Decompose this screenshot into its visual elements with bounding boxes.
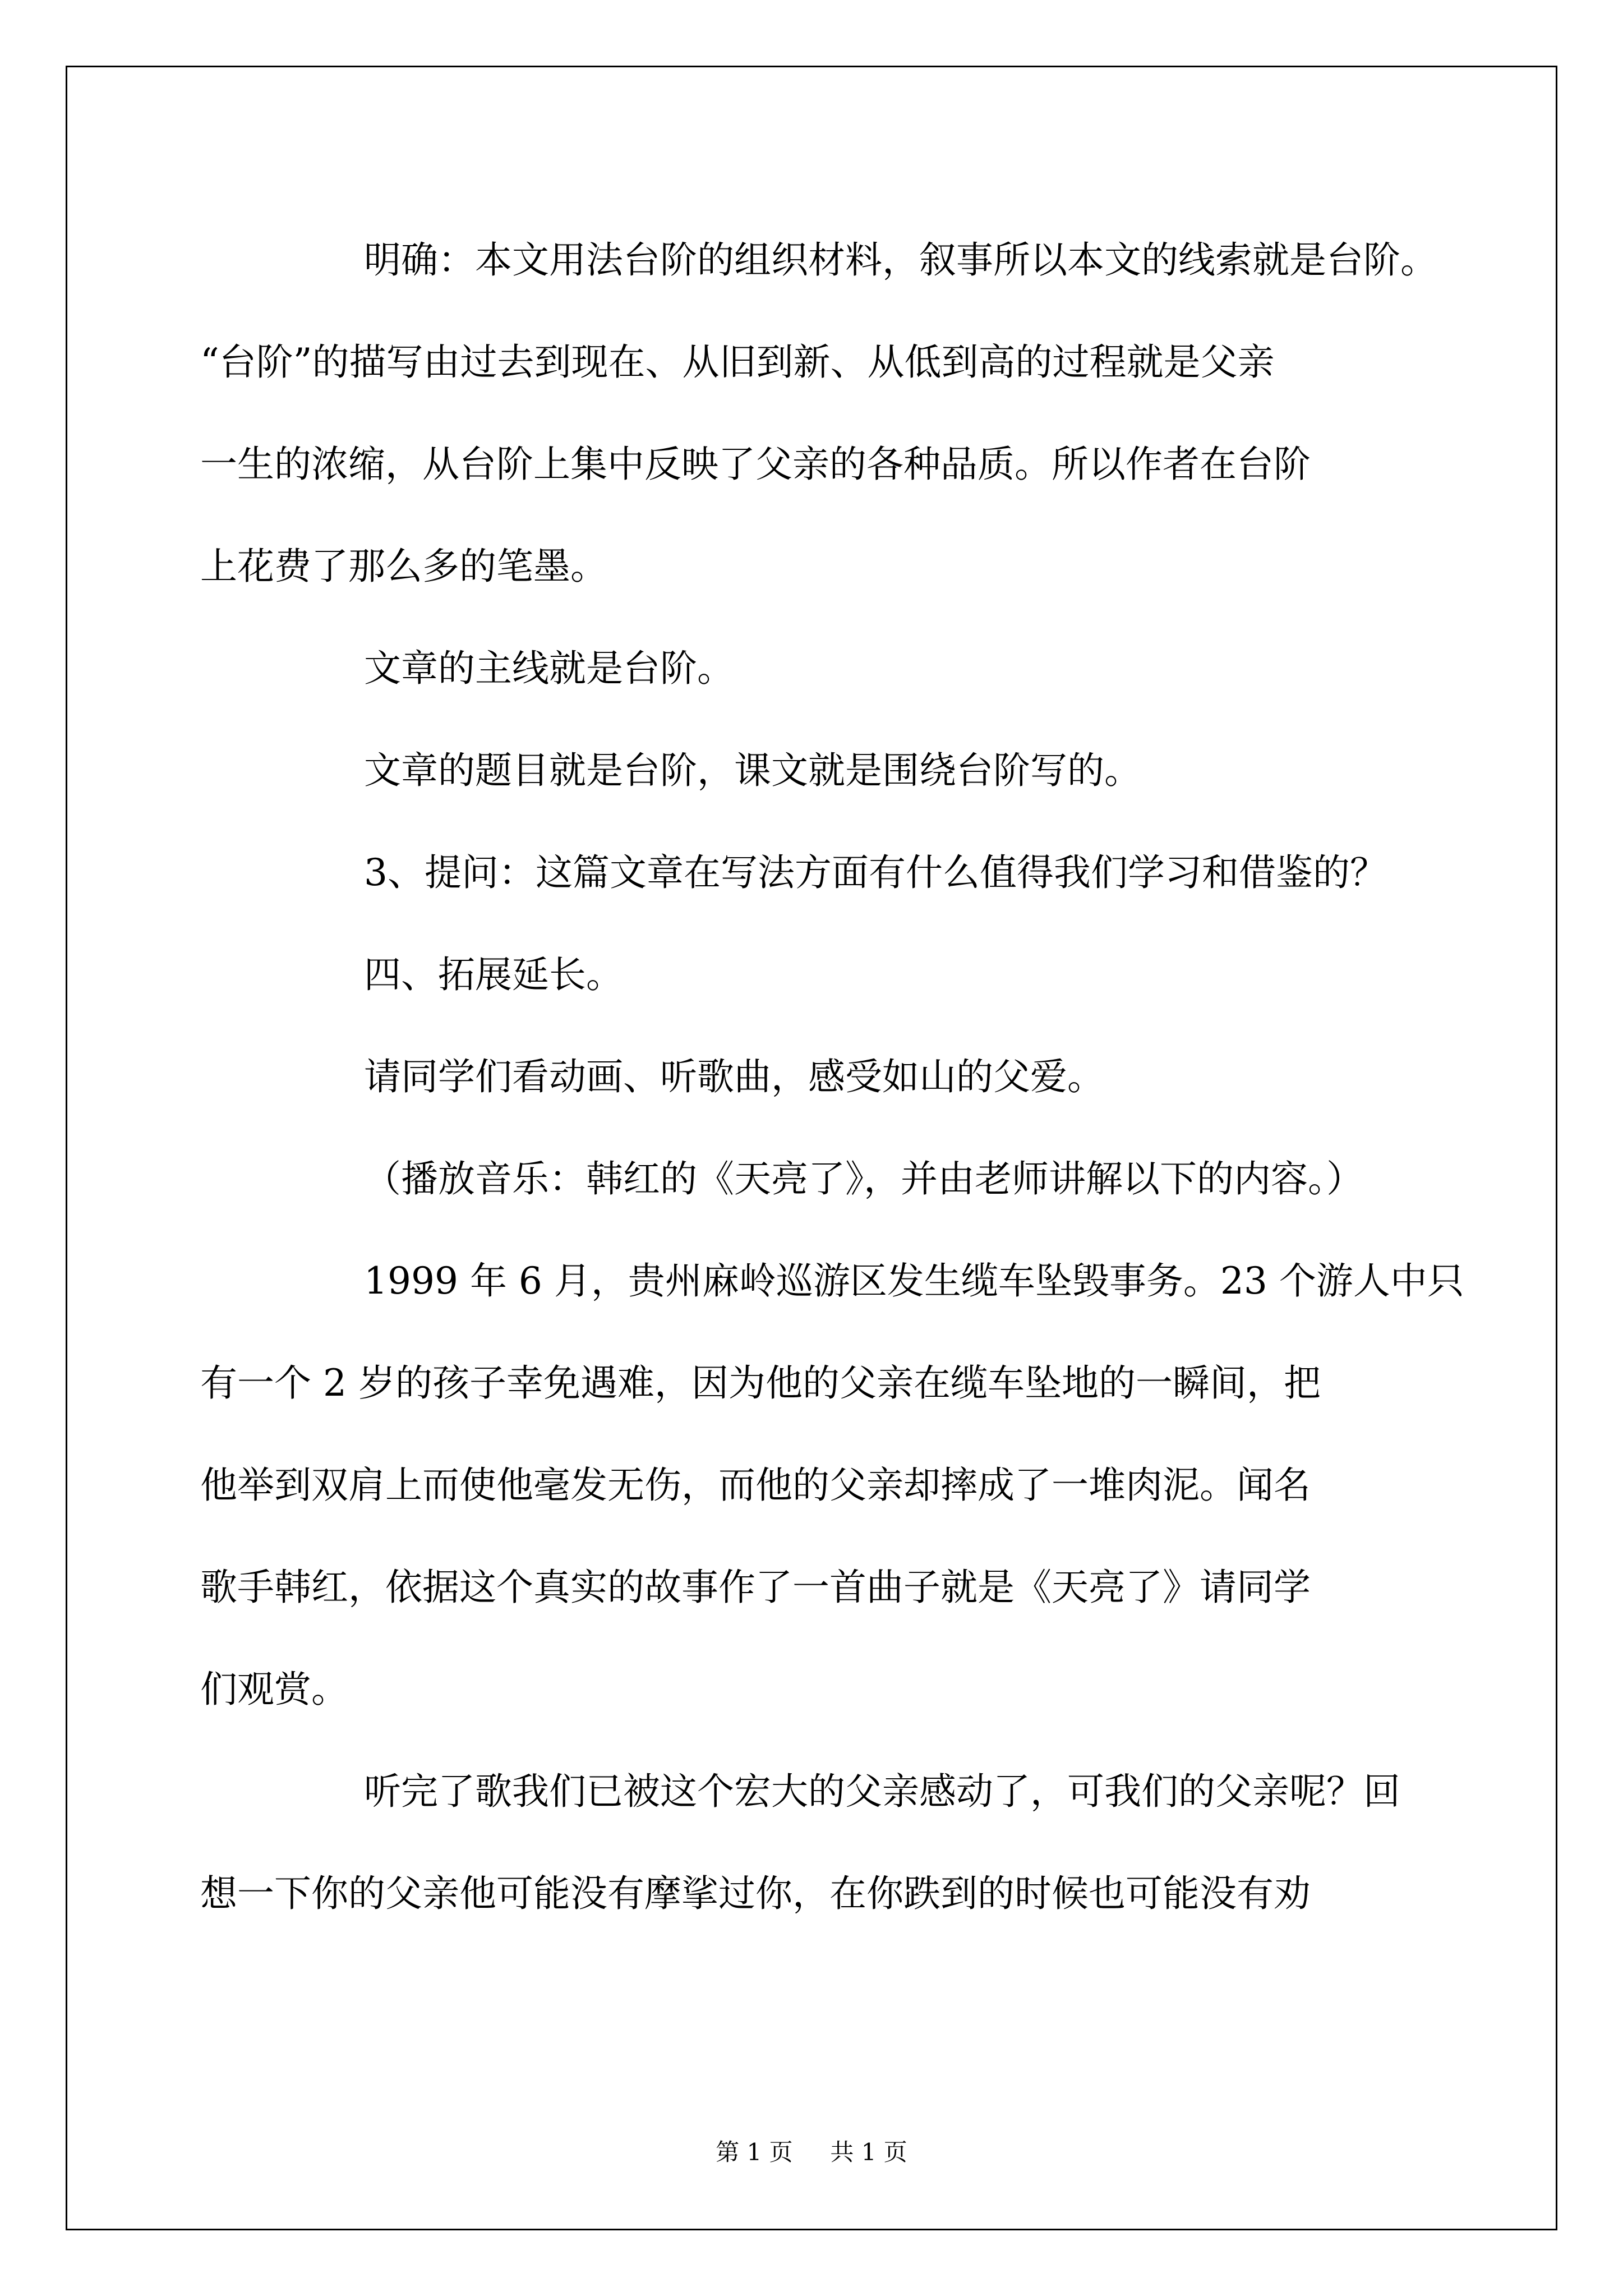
paragraph (200, 209, 1516, 618)
text-line: 3、提问：这篇文章在写法方面有什么值得我们学习和借鉴的？ (364, 851, 1387, 894)
text-line: 听完了歌我们已被这个宏大的父亲感动了，可我们的父亲呢？回 (364, 1770, 1400, 1813)
text-line: 上花费了那么多的笔墨。 (200, 545, 607, 588)
paragraph (282, 1128, 1516, 1230)
text-line: 四、拓展延长。 (364, 953, 623, 996)
page-footer (0, 2134, 1623, 2168)
paragraph (282, 924, 1516, 1026)
text-line: 明确：本文用法台阶的组织材料，叙事所以本文的线索就是台阶。 (364, 238, 1437, 282)
text-line: 有一个 2 岁的孩子幸免遇难，因为他的父亲在缆车坠地的一瞬间，把 (200, 1361, 1321, 1405)
text-line: 文章的主线就是台阶。 (364, 647, 734, 690)
text-line: （播放音乐：韩红的《天亮了》，并由老师讲解以下的内容。） (364, 1157, 1363, 1200)
text-line: 请同学们看动画、听歌曲，感受如山的父爱。 (364, 1055, 1104, 1098)
paragraph (282, 618, 1516, 720)
text-line: 他举到双肩上而使他毫发无伤，而他的父亲却摔成了一堆肉泥。闻名 (200, 1464, 1311, 1507)
paragraph (282, 720, 1516, 822)
text-line: 们观赏。 (200, 1668, 348, 1711)
text-line: 歌手韩红，依据这个真实的故事作了一首曲子就是《天亮了》请同学 (200, 1566, 1311, 1609)
document-body (200, 209, 1516, 1945)
text-line: 一生的浓缩，从台阶上集中反映了父亲的各种品质。所以作者在台阶 (200, 443, 1311, 486)
page-number: 第 1 页 (716, 2138, 793, 2166)
paragraph (282, 822, 1516, 924)
text-line: 文章的题目就是台阶，课文就是围绕台阶写的。 (364, 749, 1141, 792)
text-line: 想一下你的父亲他可能没有摩挲过你，在你跌到的时候也可能没有劝 (200, 1872, 1311, 1915)
paragraph (200, 1230, 1516, 1741)
text-line: “台阶”的描写由过去到现在、从旧到新、从低到高的过程就是父亲 (200, 341, 1275, 384)
page-total: 共 1 页 (830, 2138, 907, 2166)
paragraph (200, 1741, 1516, 1945)
text-line: 1999 年 6 月，贵州麻岭巡游区发生缆车坠毁事务。23 个游人中只 (364, 1259, 1464, 1303)
paragraph (282, 1026, 1516, 1128)
